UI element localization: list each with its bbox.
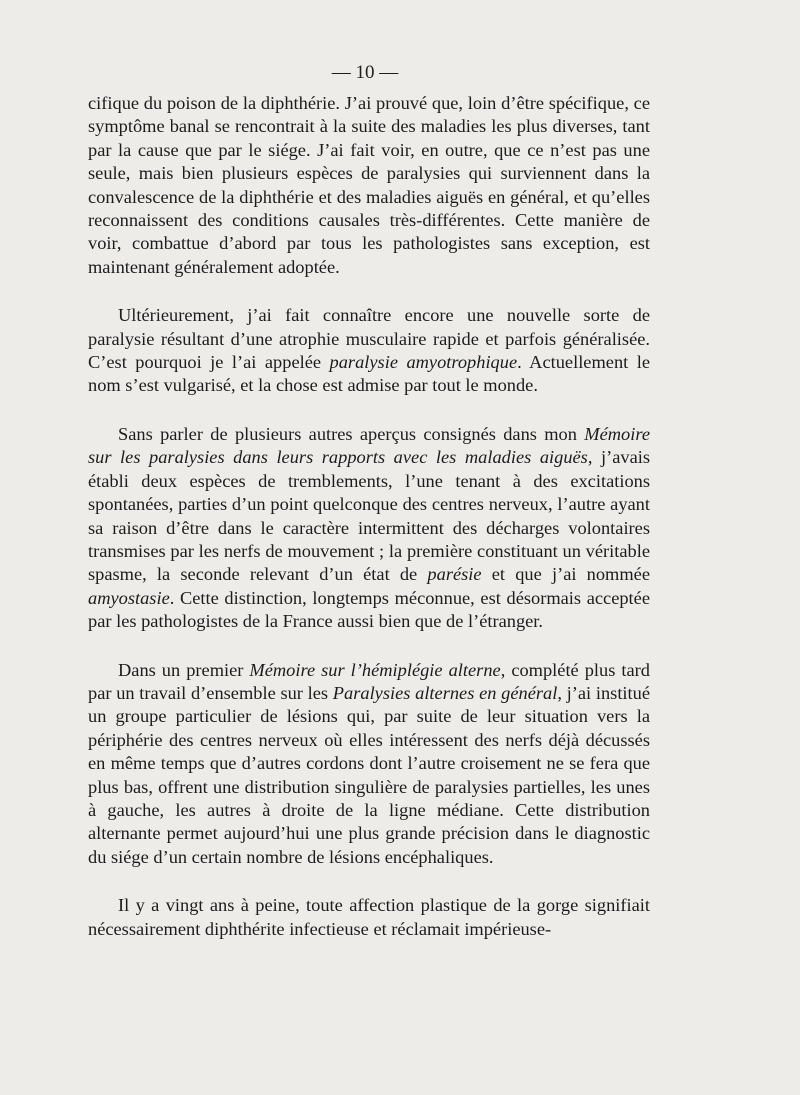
italic-text-run: Mémoire sur l’hémiplégie alterne bbox=[249, 659, 501, 680]
text-run: cifique du poison de la diphthérie. J’ai prouvé que, loin d’être spécifique, ce symptôme banal se rencontrait à la suite des maladies les plus diverses, tant par la cause que par le siége. J’ai fait voir, en outre, que ce n’est pas une seule, mais bien plusieurs espèces de paralysies qui surviennent dans la convalescence de la diphthérie et des maladies aiguës en général, et qu’elles reconnaissent des conditions causales très-différentes. Cette manière de voir, combattue d’abord par tous les pathologistes sans exception, est maintenant généralement adoptée. bbox=[88, 93, 650, 277]
page-number: — 10 — bbox=[331, 62, 399, 83]
paragraph-2 bbox=[88, 304, 650, 398]
paragraph-4 bbox=[88, 659, 650, 870]
paragraph-1 bbox=[88, 92, 650, 279]
paragraph-gap bbox=[88, 634, 650, 659]
text-run: , j’ai institué un groupe particulier de lésions qui, par suite de leur situation vers la périphérie des centres nerveux où elles intéressent des nerfs déjà décussés en même temps que d’autres cordons dont l’autre croisement ne se fera que plus bas, offrent une distribution singulière de paralysies partielles, les unes à gauche, les autres à droite de la ligne médiane. Cette distribution alternante permet aujourd’hui une plus grande précision dans le diagnostic du siége d’un certain nombre de lésions encéphaliques. bbox=[88, 682, 651, 867]
paragraph-5 bbox=[88, 894, 650, 941]
text-run: , complété plus tard par un travail d’ensemble sur les bbox=[88, 659, 650, 703]
text-run: Il y a vingt ans à peine, toute affection plastique de la gorge signifiait nécessairement diphthérite infectieuse et réclamait impérieuse- bbox=[88, 895, 650, 939]
text-run: . Actuellement le nom s’est vulgarisé, et la chose est admise par tout le monde. bbox=[88, 352, 650, 396]
paragraph-gap bbox=[88, 398, 650, 423]
paragraph-gap bbox=[88, 869, 650, 894]
text-run: Sans parler de plusieurs autres aperçus consignés dans mon bbox=[118, 423, 585, 444]
text-run: Ultérieurement, j’ai fait connaître encore une nouvelle sorte de paralysie résultant d’une atrophie musculaire rapide et parfois généralisée. C’est pourquoi je l’ai appelée bbox=[88, 305, 650, 373]
italic-text-run: Paralysies alternes en général bbox=[332, 682, 558, 703]
italic-text-run: Mémoire sur les paralysies dans leurs rapports avec les maladies aiguës bbox=[88, 423, 650, 468]
text-run: Dans un premier bbox=[118, 659, 250, 680]
italic-text-run: paralysie amyotrophique bbox=[329, 352, 518, 373]
text-run: et que j’ai nommée bbox=[481, 564, 650, 585]
paragraph-gap bbox=[88, 279, 650, 304]
text-run: , j’avais établi deux espèces de tremblements, l’une tenant à des excitations spontanées, parties d’un point quelconque des centres nerveux, l’autre ayant sa raison d’être dans le caractère intermittent des décharges volontaires transmises par les nerfs de mouvement ; la première constituant un véritable spasme, la seconde relevant d’un état de bbox=[88, 447, 651, 585]
text-run: . Cette distinction, longtemps méconnue, est désormais acceptée par les pathologistes de la France aussi bien que de l’étranger. bbox=[88, 587, 650, 632]
italic-text-run: amyostasie bbox=[88, 587, 170, 608]
body-text bbox=[88, 92, 650, 941]
paragraph-3 bbox=[88, 423, 650, 634]
italic-text-run: parésie bbox=[427, 564, 482, 585]
